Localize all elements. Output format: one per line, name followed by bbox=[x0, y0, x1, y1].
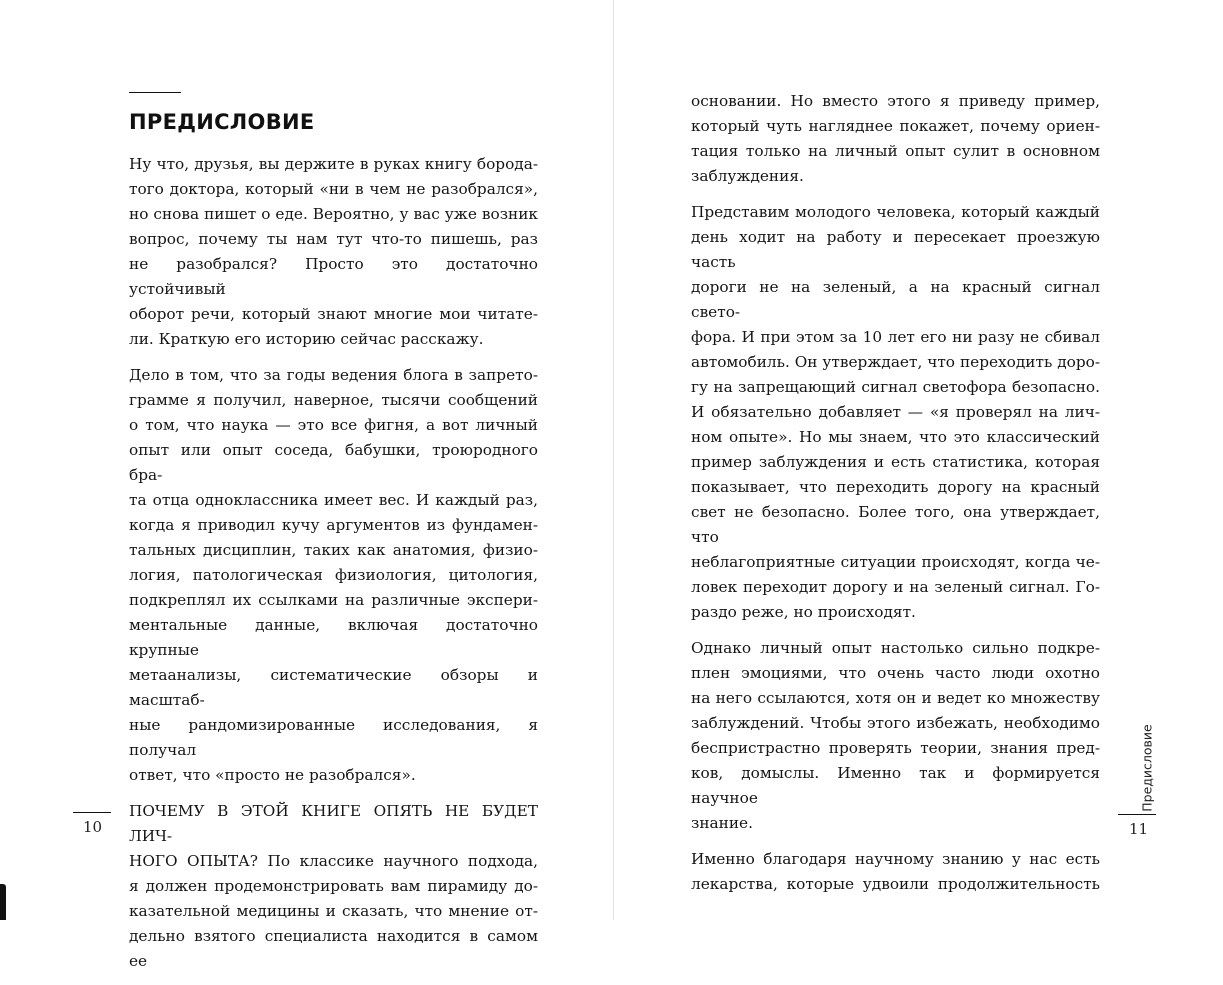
paragraph bbox=[691, 200, 1100, 625]
text-line: гу на запрещающий сигнал светофора безопасно. bbox=[691, 378, 1100, 396]
text-line: о том, что наука — это все фигня, а вот личный bbox=[129, 416, 538, 434]
text-line: казательной медицины и сказать, что мнение от- bbox=[129, 902, 538, 920]
text-line: опыт или опыт соседа, бабушки, троюродного бра- bbox=[129, 441, 538, 484]
text-line: логия, патологическая физиология, цитология, bbox=[129, 566, 538, 584]
text-line: пример заблуждения и есть статистика, которая bbox=[691, 453, 1100, 471]
running-head-label: Предисловие bbox=[1139, 724, 1155, 812]
text-line: тальных дисциплин, таких как анатомия, физио- bbox=[129, 541, 538, 559]
text-line: вопрос, почему ты нам тут что-то пишешь, раз bbox=[129, 230, 538, 248]
text-line: я должен продемонстрировать вам пирамиду до- bbox=[129, 877, 538, 895]
text-line: знание. bbox=[691, 814, 753, 832]
paragraph bbox=[691, 89, 1100, 189]
text-line: метаанализы, систематические обзоры и масштаб- bbox=[129, 666, 538, 709]
text-line: ответ, что «просто не разобрался». bbox=[129, 766, 416, 784]
left-page-body bbox=[129, 152, 538, 985]
text-line: лекарства, которые удвоили продолжительность bbox=[691, 875, 1100, 893]
paragraph bbox=[129, 799, 538, 974]
text-line: И обязательно добавляет — «я проверял на лич- bbox=[691, 403, 1100, 421]
text-line: ков, домыслы. Именно так и формируется научное bbox=[691, 764, 1100, 807]
page-number-rule bbox=[73, 812, 111, 813]
text-line: Дело в том, что за годы ведения блога в запрето- bbox=[129, 366, 538, 384]
text-line: ловек переходит дорогу и на зеленый сигнал. Го- bbox=[691, 578, 1100, 596]
text-line: ментальные данные, включая достаточно крупные bbox=[129, 616, 538, 659]
text-line: когда я приводил кучу аргументов из фундамен- bbox=[129, 516, 538, 534]
paragraph bbox=[691, 636, 1100, 836]
text-line: Ну что, друзья, вы держите в руках книгу борода- bbox=[129, 155, 538, 173]
text-line: на него ссылаются, хотя он и ведет ко множеству bbox=[691, 689, 1100, 707]
text-line: раздо реже, но происходят. bbox=[691, 603, 916, 621]
text-line: день ходит на работу и пересекает проезжую часть bbox=[691, 228, 1100, 271]
page-number: 11 bbox=[1129, 820, 1149, 838]
paragraph bbox=[129, 152, 538, 352]
text-line: но снова пишет о еде. Вероятно, у вас уже возник bbox=[129, 205, 538, 223]
text-line: показывает, что переходить дорогу на красный bbox=[691, 478, 1100, 496]
text-line: тация только на личный опыт сулит в основном bbox=[691, 142, 1100, 160]
text-line: неблагоприятные ситуации происходят, когда че- bbox=[691, 553, 1100, 571]
text-line: НОГО ОПЫТА? По классике научного подхода, bbox=[129, 852, 538, 870]
chapter-title-rule bbox=[129, 92, 181, 93]
text-line: который чуть нагляднее покажет, почему ориен- bbox=[691, 117, 1100, 135]
text-line: беспристрастно проверять теории, знания пред- bbox=[691, 739, 1100, 757]
text-line: та отца одноклассника имеет вес. И каждый раз, bbox=[129, 491, 538, 509]
text-line: автомобиль. Он утверждает, что переходить доро- bbox=[691, 353, 1100, 371]
text-line: дороги не на зеленый, а на красный сигнал свето- bbox=[691, 278, 1100, 321]
text-line: плен эмоциями, что очень часто люди охотно bbox=[691, 664, 1100, 682]
text-line: Именно благодаря научному знанию у нас есть bbox=[691, 850, 1100, 868]
text-line: заблуждений. Чтобы этого избежать, необходимо bbox=[691, 714, 1100, 732]
corner-mark bbox=[0, 884, 6, 920]
text-line: не разобрался? Просто это достаточно устойчивый bbox=[129, 255, 538, 298]
page-number-rule bbox=[1118, 814, 1156, 815]
text-line: основании. Но вместо этого я приведу пример, bbox=[691, 92, 1100, 110]
text-line: фора. И при этом за 10 лет его ни разу не сбивал bbox=[691, 328, 1100, 346]
text-line: оборот речи, который знают многие мои читате- bbox=[129, 305, 538, 323]
chapter-title: ПРЕДИСЛОВИЕ bbox=[129, 110, 315, 134]
text-line: ли. Краткую его историю сейчас расскажу. bbox=[129, 330, 484, 348]
text-line: ном опыте». Но мы знаем, что это классический bbox=[691, 428, 1100, 446]
running-head bbox=[1135, 724, 1159, 812]
text-line: того доктора, который «ни в чем не разобрался», bbox=[129, 180, 538, 198]
text-line: заблуждения. bbox=[691, 167, 804, 185]
text-line: Однако личный опыт настолько сильно подкре- bbox=[691, 639, 1100, 657]
text-line: ПОЧЕМУ В ЭТОЙ КНИГЕ ОПЯТЬ НЕ БУДЕТ ЛИЧ- bbox=[129, 802, 538, 845]
text-line: свет не безопасно. Более того, она утверждает, что bbox=[691, 503, 1100, 546]
page-number: 10 bbox=[83, 818, 103, 836]
paragraph bbox=[129, 363, 538, 788]
left-page bbox=[0, 0, 613, 970]
right-page-body bbox=[691, 89, 1100, 908]
text-line: дельно взятого специалиста находится в самом ее bbox=[129, 927, 538, 970]
text-line: грамме я получил, наверное, тысячи сообщений bbox=[129, 391, 538, 409]
text-line: подкреплял их ссылками на различные экспери- bbox=[129, 591, 538, 609]
right-page bbox=[614, 0, 1223, 920]
paragraph bbox=[691, 847, 1100, 897]
text-line: Представим молодого человека, который каждый bbox=[691, 203, 1100, 221]
text-line: ные рандомизированные исследования, я получал bbox=[129, 716, 538, 759]
